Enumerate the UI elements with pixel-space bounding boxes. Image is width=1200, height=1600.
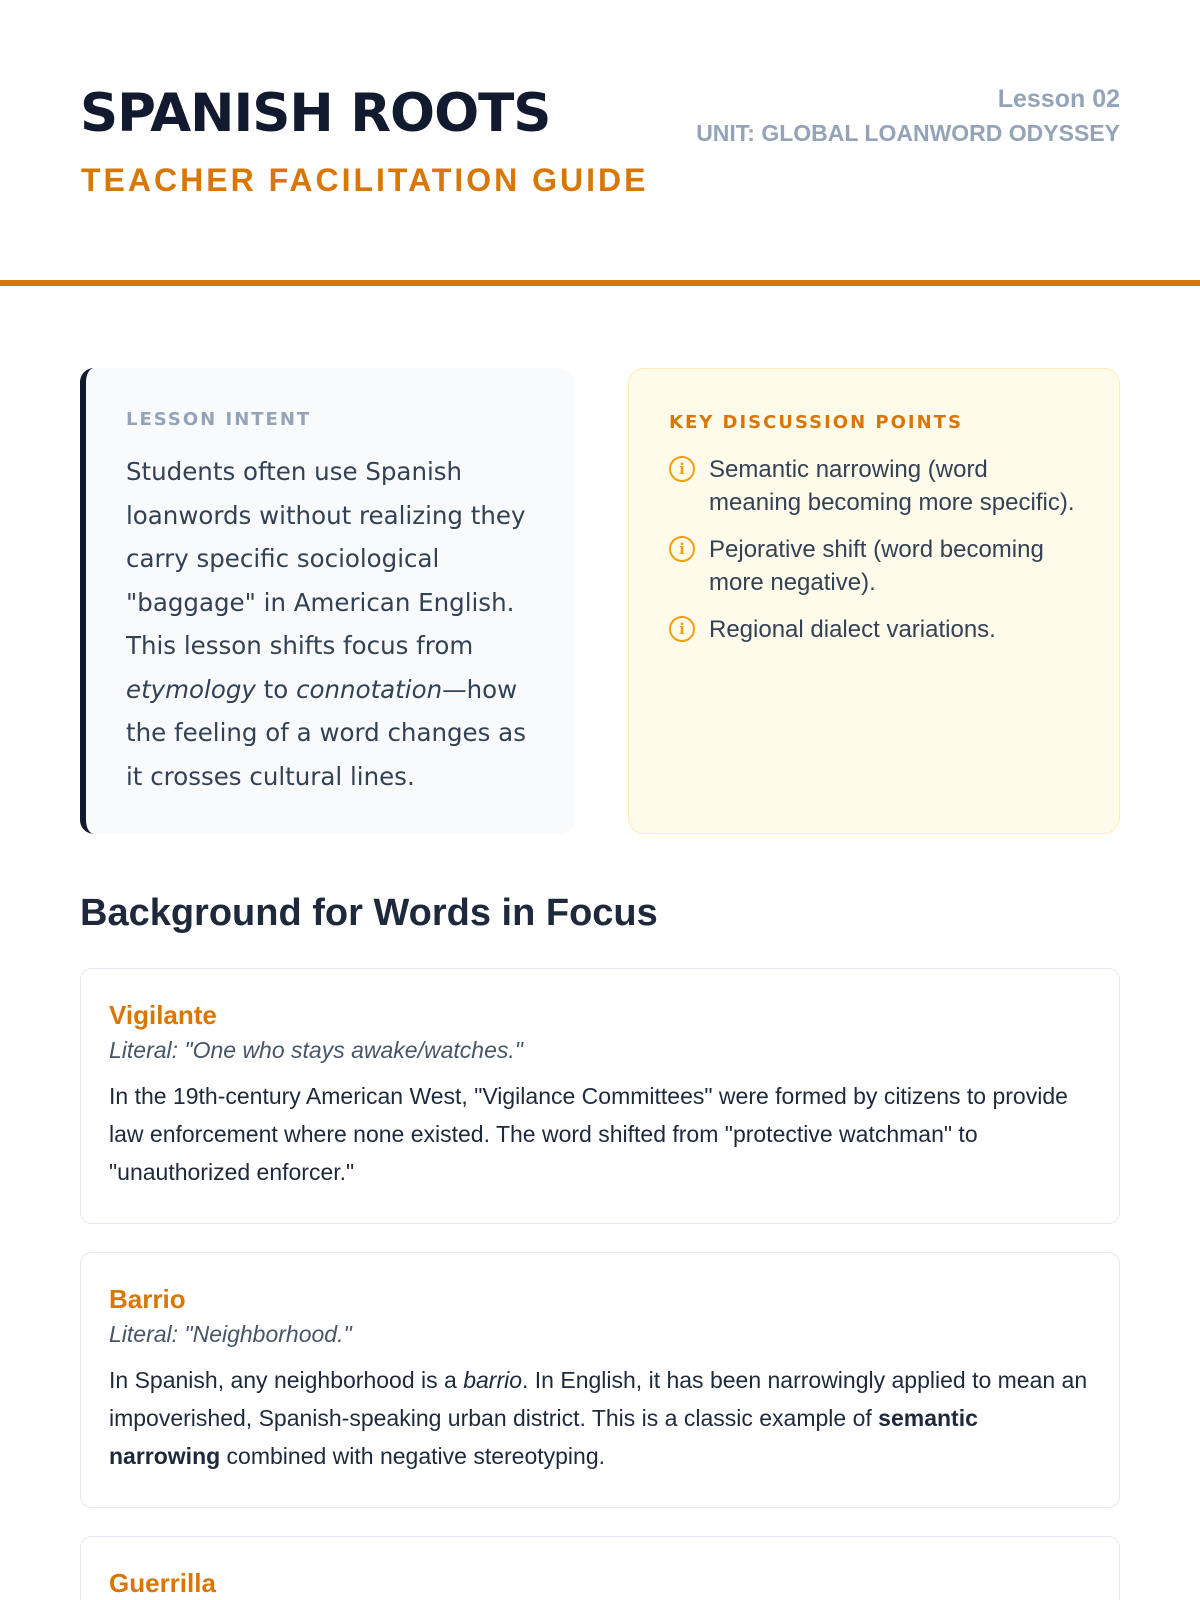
intent-text-part: —how the feeling of a word changes as it crosses cultural lines. [126, 674, 526, 791]
word-card-barrio [80, 1252, 1120, 1508]
info-circle-icon: i [669, 616, 695, 642]
info-circle-icon: i [669, 456, 695, 482]
lesson-number: Lesson 02 [997, 85, 1120, 113]
discussion-points-list [669, 453, 1079, 646]
info-circle-icon: i [669, 536, 695, 562]
word-literal: Literal: "One who stays awake/watches." [109, 1037, 523, 1063]
unit-label: UNIT: GLOBAL LOANWORD ODYSSEY [696, 120, 1120, 146]
discussion-point-text: Regional dialect variations. [709, 616, 996, 643]
desc-emphasis: barrio [463, 1367, 523, 1393]
header [80, 84, 1120, 204]
page-title: SPANISH ROOTS [80, 83, 551, 144]
list-item [669, 453, 1079, 519]
desc-text-part: . In English, it has been narrowingly applied to mean an impoverished, Spanish-speaking urban district. This is a classic example of [109, 1367, 1088, 1431]
intent-emphasis-connotation: connotation [296, 674, 443, 704]
word-literal: Literal: "Neighborhood." [109, 1321, 352, 1347]
discussion-points-card [628, 368, 1120, 834]
desc-strong: semantic narrowing [109, 1405, 978, 1469]
word-title: Guerrilla [109, 1568, 216, 1598]
word-card-vigilante [80, 968, 1120, 1224]
lesson-intent-label: LESSON INTENT [126, 409, 312, 430]
desc-text-part: combined with negative stereotyping. [220, 1443, 606, 1469]
list-item [669, 533, 1079, 599]
word-description [109, 1361, 1091, 1475]
intent-text-part: Students often use Spanish loanwords without realizing they carry specific sociological "baggage" in American English. This lesson shifts focus from [126, 457, 526, 660]
lesson-intent-card [80, 368, 574, 834]
word-description: In the 19th-century American West, "Vigilance Committees" were formed by citizens to provide law enforcement where none existed. The word shifted from "protective watchman" to "unauthorized enforcer." [109, 1083, 1068, 1185]
word-title: Barrio [109, 1284, 186, 1314]
lesson-meta [696, 84, 1120, 150]
list-item [669, 613, 1079, 646]
desc-text-part: In Spanish, any neighborhood is a [109, 1367, 464, 1393]
discussion-point-text: Semantic narrowing (word meaning becoming more specific). [709, 456, 1075, 516]
header-divider [0, 280, 1200, 286]
lesson-intent-text [126, 450, 534, 798]
discussion-point-text: Pejorative shift (word becoming more negative). [709, 536, 1044, 596]
discussion-points-label: KEY DISCUSSION POINTS [669, 412, 963, 433]
intent-emphasis-etymology: etymology [126, 674, 256, 704]
page-subtitle: TEACHER FACILITATION GUIDE [81, 162, 649, 198]
word-card-guerrilla [80, 1536, 1120, 1600]
section-title: Background for Words in Focus [80, 892, 658, 934]
intent-text-part: to [255, 674, 297, 704]
word-title: Vigilante [109, 1000, 217, 1030]
